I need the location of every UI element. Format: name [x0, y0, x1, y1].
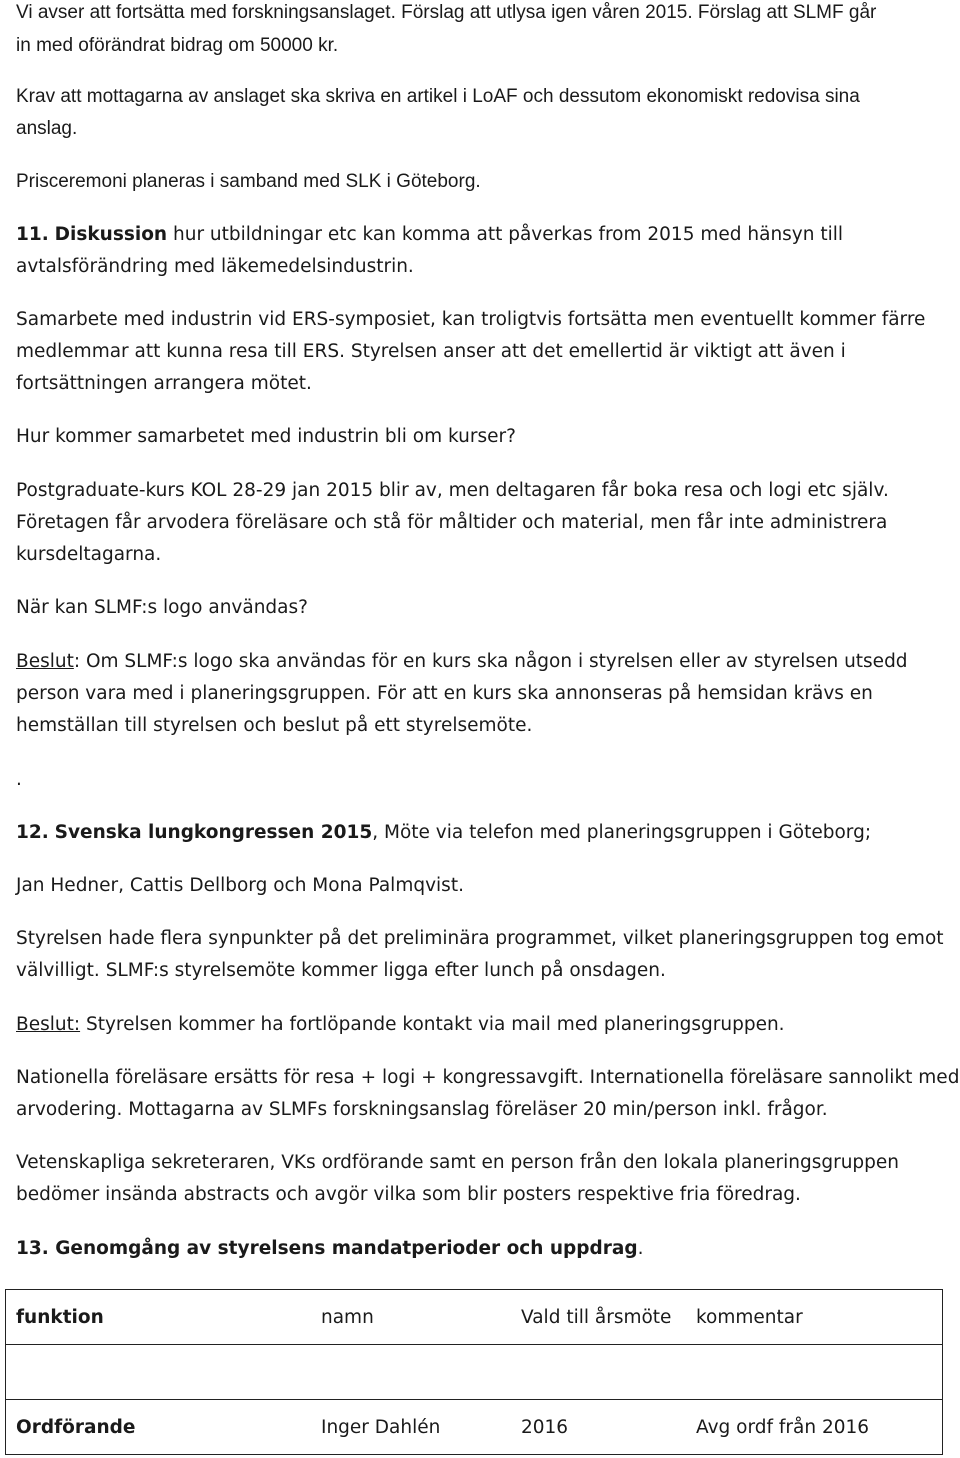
- table-cell: 2016: [511, 1400, 686, 1455]
- paragraph-line: hemställan till styrelsen och beslut på ett styrelsemöte.: [16, 715, 533, 736]
- table-header-cell: namn: [311, 1290, 511, 1345]
- paragraph-line: Vi avser att fortsätta med forskningsanslaget. Förslag att utlysa igen våren 2015. Förslag att SLMF går: [16, 2, 877, 23]
- stray-dot: .: [16, 769, 22, 790]
- table-cell: [511, 1345, 686, 1400]
- paragraph-line: Företagen får arvodera föreläsare och stå för måltider och material, men får inte administrera: [16, 512, 888, 533]
- decision-text: : Om SLMF:s logo ska användas för en kurs ska någon i styrelsen eller av styrelsen utsedd: [73, 651, 908, 672]
- decision-label: Beslut: [16, 651, 74, 672]
- paragraph-line: välvilligt. SLMF:s styrelsemöte kommer ligga efter lunch på onsdagen.: [16, 960, 666, 981]
- question-line: Hur kommer samarbetet med industrin bli om kurser?: [16, 426, 516, 447]
- decision-line: [16, 650, 908, 674]
- section-12-heading: [16, 821, 871, 845]
- table-cell: [6, 1345, 312, 1400]
- table-header-cell: Vald till årsmöte: [511, 1290, 686, 1345]
- table-header-cell: [6, 1290, 312, 1345]
- section-11-heading: [16, 223, 843, 247]
- paragraph-line: Krav att mottagarna av anslaget ska skriva en artikel i LoAF och dessutom ekonomiskt redovisa sina: [16, 86, 860, 107]
- paragraph-line: anslag.: [16, 118, 78, 139]
- table-row: [6, 1345, 943, 1400]
- table-cell: [6, 1400, 312, 1455]
- role-label: Ordförande: [16, 1416, 136, 1438]
- section-title: Svenska lungkongressen 2015: [54, 822, 373, 843]
- paragraph-line: medlemmar att kunna resa till ERS. Styrelsen anser att det emellertid är viktigt att även i: [16, 341, 846, 362]
- paragraph-line: fortsättningen arrangera mötet.: [16, 373, 312, 394]
- paragraph-line: in med oförändrat bidrag om 50000 kr.: [16, 35, 339, 56]
- section-text: hur utbildningar etc kan komma att påverkas from 2015 med hänsyn till: [167, 224, 844, 245]
- section-title: Diskussion: [54, 224, 168, 245]
- section-text: .: [637, 1238, 644, 1259]
- paragraph-line: arvodering. Mottagarna av SLMFs forskningsanslag föreläser 20 min/person inkl. frågor.: [16, 1099, 828, 1120]
- table-cell: [686, 1345, 943, 1400]
- section-13-heading: [16, 1237, 644, 1261]
- table-header-cell: kommentar: [686, 1290, 943, 1345]
- paragraph-line: Postgraduate-kurs KOL 28-29 jan 2015 blir av, men deltagaren får boka resa och logi etc själv.: [16, 480, 889, 501]
- section-title: 13. Genomgång av styrelsens mandatperioder och uppdrag: [16, 1238, 638, 1259]
- header-label: funktion: [16, 1306, 104, 1328]
- paragraph-line: avtalsförändring med läkemedelsindustrin.: [16, 256, 414, 277]
- mandate-table: [5, 1289, 943, 1455]
- paragraph-line: Styrelsen hade flera synpunkter på det preliminära programmet, vilket planeringsgruppen tog emot: [16, 928, 944, 949]
- decision-line: [16, 1013, 785, 1037]
- paragraph-line: Jan Hedner, Cattis Dellborg och Mona Palmqvist.: [16, 875, 464, 896]
- paragraph-line: Vetenskapliga sekreteraren, VKs ordförande samt en person från den lokala planeringsgruppen: [16, 1152, 900, 1173]
- table-header-row: [6, 1290, 943, 1345]
- table-cell: [311, 1345, 511, 1400]
- table-cell: Avg ordf från 2016: [686, 1400, 943, 1455]
- section-number: 11.: [16, 224, 49, 245]
- paragraph-line: kursdeltagarna.: [16, 544, 162, 565]
- decision-label: Beslut:: [16, 1014, 81, 1035]
- section-number: 12.: [16, 822, 49, 843]
- section-text: , Möte via telefon med planeringsgruppen i Göteborg;: [372, 822, 872, 843]
- decision-text: Styrelsen kommer ha fortlöpande kontakt via mail med planeringsgruppen.: [80, 1014, 785, 1035]
- paragraph-line: Samarbete med industrin vid ERS-symposiet, kan troligtvis fortsätta men eventuellt kommer färre: [16, 309, 926, 330]
- table-row: [6, 1400, 943, 1455]
- question-line: När kan SLMF:s logo användas?: [16, 597, 308, 618]
- table-cell: Inger Dahlén: [311, 1400, 511, 1455]
- paragraph-line: Prisceremoni planeras i samband med SLK i Göteborg.: [16, 171, 481, 192]
- paragraph-line: bedömer insända abstracts och avgör vilka som blir posters respektive fria föredrag.: [16, 1184, 801, 1205]
- paragraph-line: Nationella föreläsare ersätts för resa + logi + kongressavgift. Internationella föreläsare sannolikt med: [16, 1067, 960, 1088]
- paragraph-line: person vara med i planeringsgruppen. För att en kurs ska annonseras på hemsidan krävs en: [16, 683, 873, 704]
